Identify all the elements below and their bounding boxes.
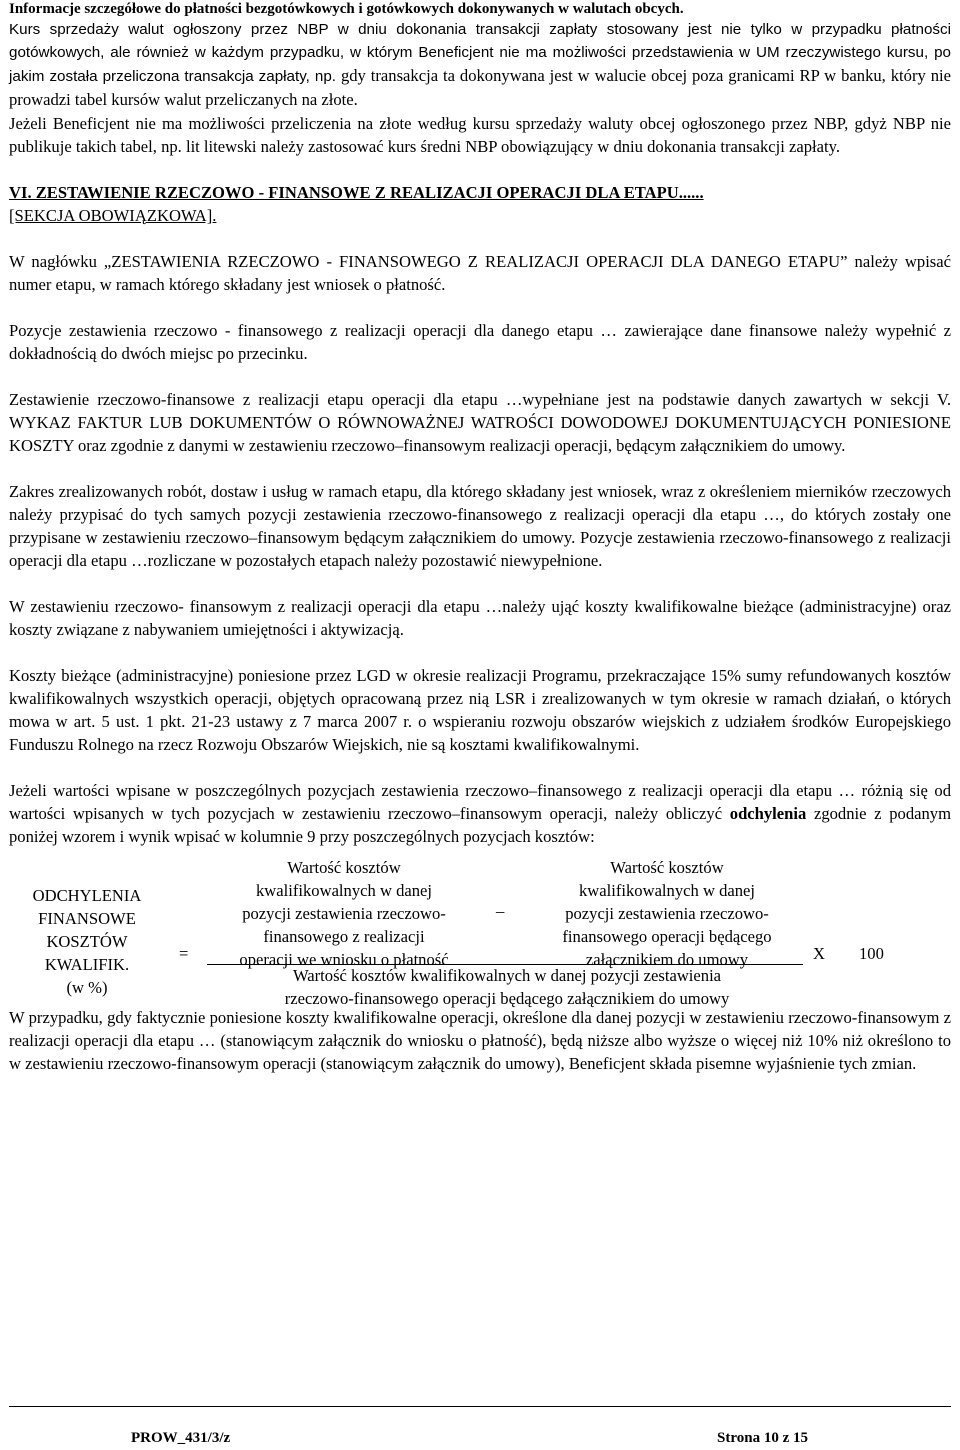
paragraph-current-costs: W zestawieniu rzeczowo- finansowym z realizacji operacji dla etapu …należy ująć koszty kwalifikowalne bieżące (administracyjne) oraz koszty związane z nabywaniem umiejętności i aktywizacją.	[9, 597, 951, 639]
page-number: Strona 10 z 15	[717, 1430, 808, 1446]
formula-label-line: KWALIFIK.	[44, 955, 130, 974]
formula-label	[9, 884, 165, 999]
formula-label-line: ODCHYLENIA	[32, 886, 142, 905]
formula-factor: 100	[859, 944, 884, 963]
formula-equals: =	[179, 944, 189, 963]
deviation-formula	[9, 856, 951, 1008]
paragraph-exchange-rate-text: Kurs sprzedaży walut ogłoszony przez NBP w dniu dokonania transakcji zapłaty stosowany jest nie tylko w przypadku płatności gotówkowych, ale również w każdym przypadku, w którym Beneficjent nie ma możliwości przedstawienia w UM rzeczywistego kursu, po jakim została przeliczona transakcja zapłaty, np.	[9, 21, 951, 85]
paragraph-exchange-rate-cont: gdy transakcja ta dokonywana jest w walucie obcej poza granicami RP w banku, który nie prowadzi tabel kursów walut przeliczanych na złote.	[9, 66, 951, 109]
formula-text-line: rzeczowo-finansowego operacji będącego załącznikiem do umowy	[284, 989, 730, 1008]
paragraph-deviations-a: Jeżeli wartości wpisane w poszczególnych pozycjach zestawienia rzeczowo–finansowego z realizacji operacji dla etapu … różnią się od wartości wpisanych w tych pozycjach w zestawieniu rzeczowo–finansowym operacji, należy obliczyć	[9, 781, 951, 823]
formula-text-line: kwalifikowalnych w danej	[255, 881, 433, 900]
formula-text-line: pozycji zestawienia rzeczowo-	[565, 904, 769, 923]
formula-times: X	[813, 944, 825, 963]
formula-text-line: operacji we wniosku o płatność	[239, 950, 449, 969]
formula-text-line: Wartość kosztów	[287, 858, 401, 877]
formula-text-line: załącznikiem do umowy	[585, 950, 749, 969]
section-subtitle: [SEKCJA OBOWIĄZKOWA].	[9, 206, 217, 225]
paragraph-administrative-costs: Koszty bieżące (administracyjne) poniesione przez LGD w okresie realizacji Programu, przekraczające 15% sumy refundowanych kosztów kwalifikowalnych wszystkich operacji, objętych opracowaną przez nią LSR i zrealizowanych w tym okresie w ramach działań, o których mowa w art. 5 ust. 1 pkt. 21-23 ustawy z 7 marca 2007 r. o wspieraniu rozwoju obszarów wiejskich z udziałem środków Europejskiego Funduszu Rolnego na rzecz Rozwoju Obszarów Wiejskich, nie są kosztami kwalifikowalnymi.	[9, 666, 951, 754]
document-page	[9, 0, 951, 1446]
paragraph-scope: Zakres zrealizowanych robót, dostaw i usług w ramach etapu, dla którego składany jest wniosek, wraz z określeniem mierników rzeczowych należy przypisać do tych samych pozycji zestawienia rzeczowo-finansowego z realizacji operacji dla etapu …, do których zostały one przypisane w zestawieniu rzeczowo–finansowym będącym załącznikiem do umowy. Pozycje zestawienia rzeczowo-finansowego z realizacji operacji dla etapu …rozliczane w pozostałych etapach należy pozostawić niewypełnione.	[9, 482, 951, 570]
formula-text-line: Wartość kosztów kwalifikowalnych w danej pozycji zestawienia	[292, 966, 722, 985]
formula-text-line: kwalifikowalnych w danej	[578, 881, 756, 900]
section-header: Informacje szczegółowe do płatności bezgotówkowych i gotówkowych dokonywanych w walutach obcych.	[9, 1, 684, 17]
paragraph-explanation: W przypadku, gdy faktycznie poniesione koszty kwalifikowalne operacji, określone dla danej pozycji w zestawieniu rzeczowo-finansowym z realizacji operacji dla etapu … (stanowiącym załącznik do wniosku o płatność), będą niższe albo wyższe o więcej niż 10% niż określono to w zestawieniu rzeczowo-finansowym operacji (stanowiącym załącznik do umowy), Beneficjent składa pisemne wyjaśnienie tych zmian.	[9, 1008, 951, 1073]
paragraph-deviations-bold: odchylenia	[729, 804, 807, 823]
paragraph-exchange-rate	[9, 18, 951, 112]
paragraph-nbp-tables: Jeżeli Beneficjent nie ma możliwości przeliczenia na złote według kursu sprzedaży waluty obcej ogłoszonego przez NBP, gdyż NBP nie publikuje takich tabel, np. lit litewski należy zastosować kurs średni NBP obowiązujący w dniu dokonania transakcji zapłaty.	[9, 114, 951, 156]
paragraph-data-source: Zestawienie rzeczowo-finansowe z realizacji etapu operacji dla etapu …wypełniane jest na podstawie danych zawartych w sekcji V. WYKAZ FAKTUR LUB DOKUMENTÓW O RÓWNOWAŻNEJ WATROŚCI DOWODOWEJ DOKUMENTUJĄCYCH PONIESIONE KOSZTY oraz zgodnie z danymi w zestawieniu rzeczowo–finansowym realizacji operacji, będącym załącznikiem do umowy.	[9, 390, 951, 455]
formula-text-line: finansowego z realizacji	[263, 927, 425, 946]
formula-minus: _	[496, 896, 505, 915]
section-title-text: VI. ZESTAWIENIE RZECZOWO - FINANSOWE Z REALIZACJI OPERACJI DLA ETAPU......	[9, 183, 704, 202]
formula-numerator-left	[209, 856, 479, 971]
formula-text-line: Wartość kosztów	[610, 858, 724, 877]
paragraph-deviations-b: zgodnie z podanym poniżej wzorem i wynik wpisać w kolumnie 9 przy poszczególnych pozycjach kosztów:	[9, 804, 951, 846]
formula-denominator	[209, 964, 805, 1010]
document-code: PROW_431/3/z	[131, 1430, 231, 1446]
page-footer	[9, 1406, 951, 1446]
paragraph-deviations	[9, 779, 951, 848]
formula-text-line: finansowego operacji będącego	[562, 927, 772, 946]
formula-text-line: pozycji zestawienia rzeczowo-	[242, 904, 446, 923]
formula-label-line: (w %)	[66, 978, 108, 997]
formula-label-line: FINANSOWE	[38, 909, 136, 928]
paragraph-precision: Pozycje zestawienia rzeczowo - finansowego z realizacji operacji dla danego etapu … zawierające dane finansowe należy wypełnić z dokładnością do dwóch miejsc po przecinku.	[9, 321, 951, 363]
formula-numerator-right	[527, 856, 807, 971]
formula-label-line: KOSZTÓW	[46, 932, 128, 951]
section-title	[9, 181, 951, 227]
paragraph-header-instruction: W nagłówku „ZESTAWIENIA RZECZOWO - FINANSOWEGO Z REALIZACJI OPERACJI DLA DANEGO ETAPU” należy wpisać numer etapu, w ramach którego składany jest wniosek o płatność.	[9, 252, 951, 294]
